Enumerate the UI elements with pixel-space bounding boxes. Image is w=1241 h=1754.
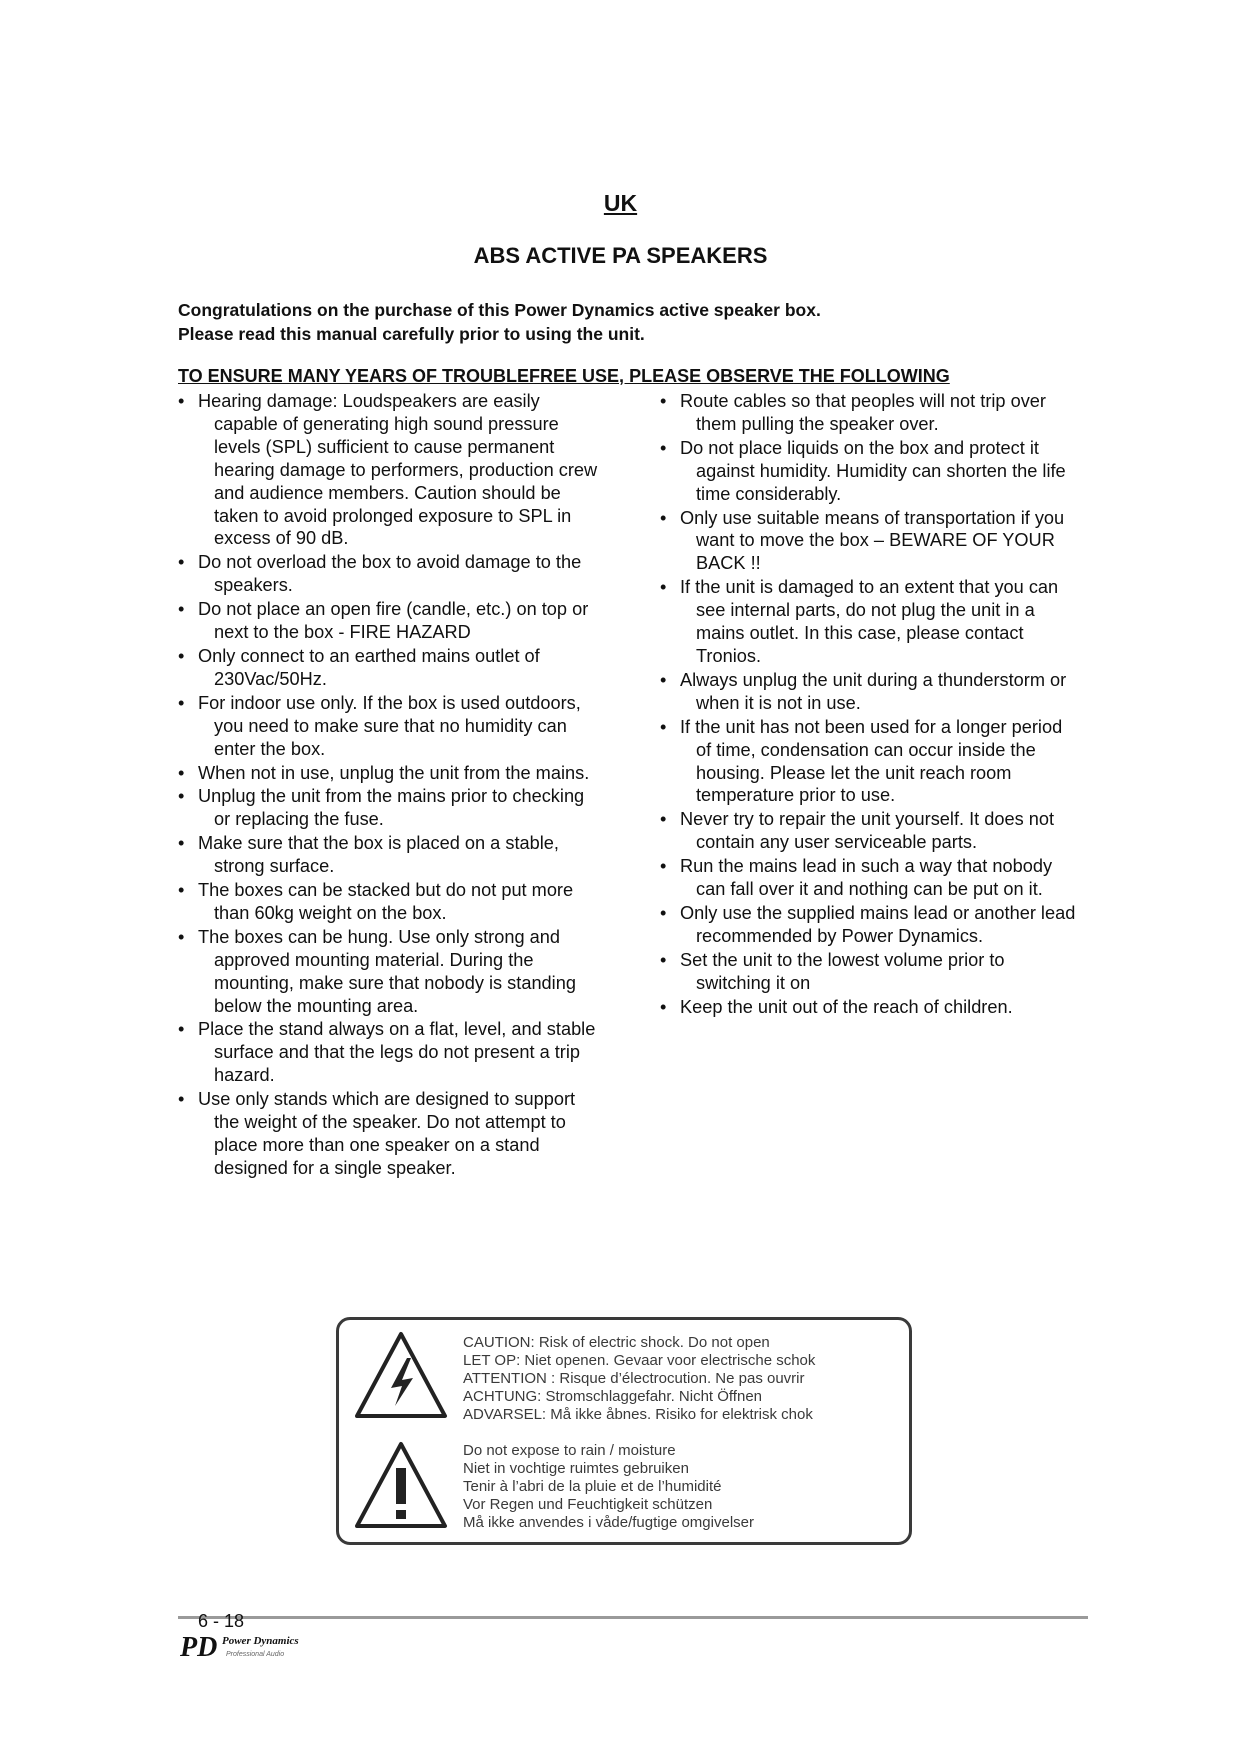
shock-warning-text — [463, 1334, 815, 1424]
warning-box — [336, 1317, 912, 1545]
footer-rule — [178, 1616, 1088, 1619]
list-item: • If the unit is damaged to an extent that you can see internal parts, do not plug the unit in a mains outlet. In this case, please contact Tronios. — [660, 576, 1080, 668]
list-item: • Do not overload the box to avoid damage to the speakers. — [178, 551, 598, 597]
shock-warning-line: ADVARSEL: Må ikke åbnes. Risiko for elektrisk chok — [463, 1406, 813, 1423]
list-item: • Unplug the unit from the mains prior to checking or replacing the fuse. — [178, 785, 598, 831]
moisture-warning-line: Tenir à l’abri de la pluie et de l’humidité — [463, 1478, 722, 1495]
list-item: • Do not place liquids on the box and protect it against humidity. Humidity can shorten the life time considerably. — [660, 437, 1080, 506]
list-item: • Run the mains lead in such a way that nobody can fall over it and nothing can be put on it. — [660, 855, 1080, 901]
list-item: • Only connect to an earthed mains outlet of 230Vac/50Hz. — [178, 645, 598, 691]
list-item: • Use only stands which are designed to support the weight of the speaker. Do not attempt to place more than one speaker on a stand designed for a single speaker. — [178, 1088, 598, 1180]
shock-warning-line: ATTENTION : Risque d’électrocution. Ne pas ouvrir — [463, 1370, 805, 1387]
logo-subtext: Professional Audio — [226, 1651, 285, 1658]
list-item: • Make sure that the box is placed on a stable, strong surface. — [178, 832, 598, 878]
page-number: 6 - 18 — [198, 1611, 245, 1631]
shock-warning-line: LET OP: Niet openen. Gevaar voor electrische schok — [463, 1352, 816, 1369]
list-item: • Keep the unit out of the reach of children. — [660, 996, 1080, 1019]
language-heading: UK — [603, 190, 638, 216]
intro-line-1: Congratulations on the purchase of this Power Dynamics active speaker box. — [178, 300, 821, 320]
shock-warning-line: CAUTION: Risk of electric shock. Do not open — [463, 1334, 770, 1351]
moisture-warning-line: Må ikke anvendes i våde/fugtige omgivelser — [463, 1514, 754, 1531]
list-item: • If the unit has not been used for a longer period of time, condensation can occur inside the housing. Please let the unit reach room temperature prior to use. — [660, 716, 1080, 808]
logo-initials: PD — [180, 1632, 218, 1663]
moisture-warning-line: Do not expose to rain / moisture — [463, 1442, 676, 1459]
list-item: • Never try to repair the unit yourself. It does not contain any user serviceable parts. — [660, 808, 1080, 854]
safety-list-left — [178, 390, 598, 1181]
intro-text — [178, 298, 1078, 346]
list-item: • When not in use, unplug the unit from the mains. — [178, 762, 598, 785]
list-item: • The boxes can be stacked but do not put more than 60kg weight on the box. — [178, 879, 598, 925]
list-item: • Hearing damage: Loudspeakers are easily capable of generating high sound pressure levels (SPL) sufficient to cause permanent hearing damage to performers, production crew and audience members. Caution should be taken to avoid prolonged exposure to SPL in excess of 90 dB. — [178, 390, 598, 550]
safety-list-right — [660, 390, 1080, 1019]
list-item: • Route cables so that peoples will not trip over them pulling the speaker over. — [660, 390, 1080, 436]
list-item: • Place the stand always on a flat, level, and stable surface and that the legs do not present a trip hazard. — [178, 1018, 598, 1087]
logo-text: Power Dynamics — [222, 1635, 299, 1647]
power-dynamics-logo — [178, 1629, 318, 1663]
shock-warning-line: ACHTUNG: Stromschlaggefahr. Nicht Öffnen — [463, 1388, 763, 1405]
list-item: • Only use suitable means of transportation if you want to move the box – BEWARE OF YOUR BACK !! — [660, 507, 1080, 576]
intro-line-2: Please read this manual carefully prior to using the unit. — [178, 324, 645, 344]
list-item: • Always unplug the unit during a thunderstorm or when it is not in use. — [660, 669, 1080, 715]
list-item: • Only use the supplied mains lead or another lead recommended by Power Dynamics. — [660, 902, 1080, 948]
moisture-warning-line: Niet in vochtige ruimtes gebruiken — [463, 1460, 689, 1477]
exclamation-warning-icon — [353, 1440, 449, 1530]
observe-heading: TO ENSURE MANY YEARS OF TROUBLEFREE USE, PLEASE OBSERVE THE FOLLOWING — [178, 366, 950, 386]
list-item: • The boxes can be hung. Use only strong and approved mounting material. During the mounting, make sure that nobody is standing below the mounting area. — [178, 926, 598, 1018]
list-item: • Set the unit to the lowest volume prior to switching it on — [660, 949, 1080, 995]
moisture-warning-text — [463, 1442, 754, 1532]
list-item: • Do not place an open fire (candle, etc.) on top or next to the box - FIRE HAZARD — [178, 598, 598, 644]
moisture-warning-line: Vor Regen und Feuchtigkeit schützen — [463, 1496, 713, 1513]
list-item: • For indoor use only. If the box is used outdoors, you need to make sure that no humidity can enter the box. — [178, 692, 598, 761]
page-title: ABS ACTIVE PA SPEAKERS — [473, 243, 768, 268]
electric-shock-warning-icon — [353, 1330, 449, 1420]
